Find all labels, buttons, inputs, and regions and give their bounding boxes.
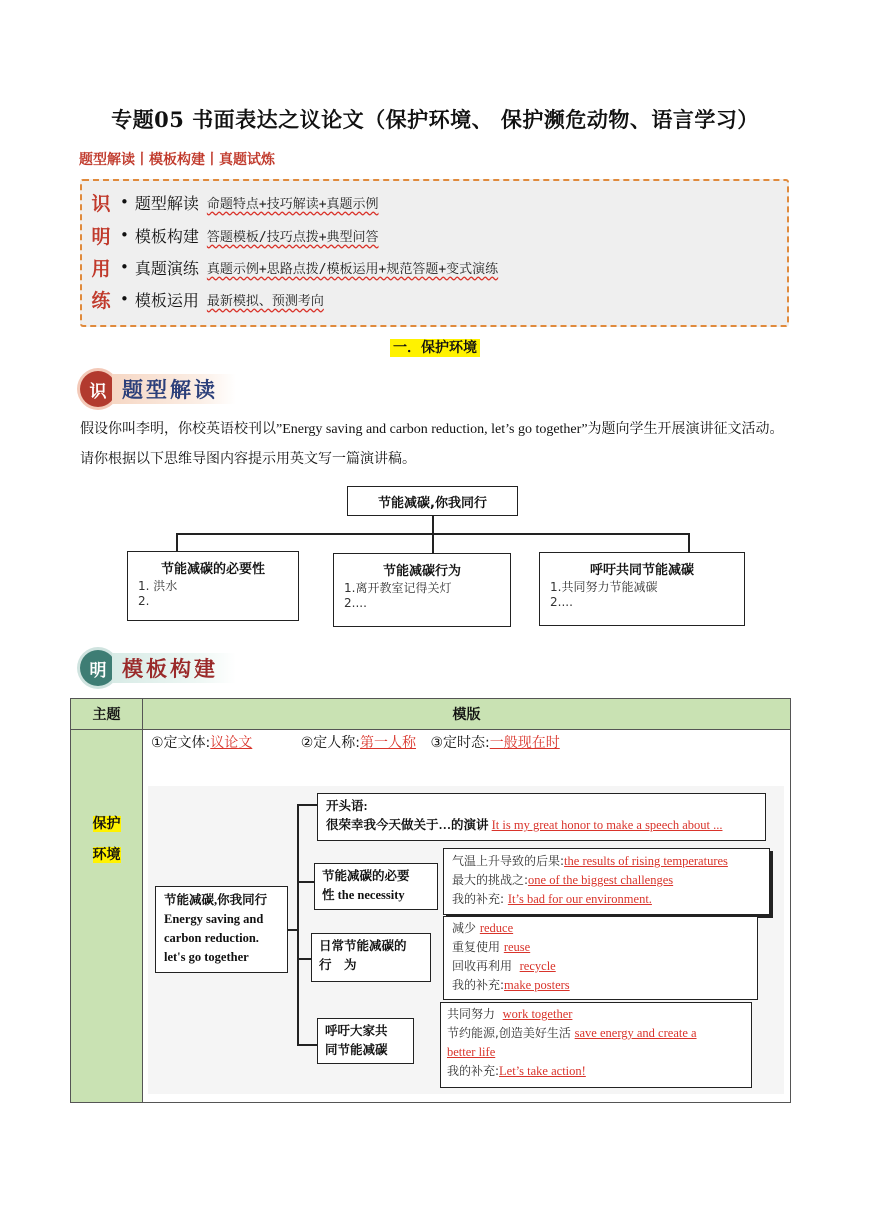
detail-en: better life <box>447 1045 496 1059</box>
mindmap-node-line: 1.离开教室记得关灯 <box>344 581 452 595</box>
writing-settings <box>151 732 560 752</box>
opening-cn: 很荣幸我今天做关于…的演讲 <box>326 818 489 832</box>
page-title: 专题05 书面表达之议论文（保护环境、 保护濒危动物、语言学习） <box>111 107 759 132</box>
detail-en: reuse <box>503 940 531 954</box>
badge-label: 模板构建 <box>112 653 236 683</box>
opening-head: 开头语: <box>326 799 368 813</box>
writing-prompt: 假设你叫李明，你校英语校刊以”Energy saving and carbon reduction, let’s go together”为题向学生开展演讲征文活动。请你根据以下思维导图内容提示用英文写一篇演讲稿。 <box>80 422 784 467</box>
detail-en: make posters <box>504 978 570 992</box>
mindmap-node-line: 2.... <box>344 596 367 610</box>
guide-desc: 命题特点+技巧解读+真题示例 <box>206 196 379 212</box>
mindmap-node-line: 1.共同努力节能减碳 <box>550 580 658 594</box>
detail-cn: 我的补充: <box>452 892 508 906</box>
diagram-node-actions <box>311 933 431 982</box>
detail-cn: 节约能源,创造美好生活 <box>447 1026 575 1040</box>
node-line: 呼吁大家共 <box>325 1024 388 1038</box>
connector <box>297 881 314 883</box>
setting-label: ③定时态: <box>430 735 490 751</box>
diagram-root-line: carbon reduction. <box>164 931 259 945</box>
bullet-icon: • <box>120 290 129 308</box>
mindmap-node-line: 2.... <box>550 595 573 609</box>
node-line: 性 the necessity <box>322 888 405 902</box>
detail-en: reduce <box>479 921 514 935</box>
mindmap-node-line: 2. <box>138 594 150 608</box>
template-diagram <box>148 786 784 1094</box>
mindmap-root <box>347 486 518 516</box>
section-nav: 题型解读丨模板构建丨真题试炼 <box>79 152 275 168</box>
guide-side-char: 识 <box>91 192 111 215</box>
diagram-root-line: let's go together <box>164 950 249 964</box>
diagram-detail-necessity <box>443 848 770 915</box>
guide-box <box>80 179 789 327</box>
bullet-icon: • <box>120 193 129 211</box>
guide-label: 模板运用 <box>134 290 199 310</box>
table-header-topic: 主题 <box>71 699 143 730</box>
detail-cn: 回收再利用 <box>452 959 520 973</box>
guide-row-1 <box>82 186 379 218</box>
guide-side-char: 明 <box>91 225 111 248</box>
badge-circle-icon: 明 <box>80 650 116 686</box>
node-line: 日常节能减碳的 <box>319 939 407 953</box>
guide-desc: 答题模板/技巧点拨+典型问答 <box>206 229 379 245</box>
mindmap-node-necessity <box>127 551 299 621</box>
table-header-template: 模版 <box>143 699 791 730</box>
detail-en: save energy and create a <box>574 1026 697 1040</box>
connector <box>432 533 434 553</box>
guide-row-4 <box>82 283 324 315</box>
mindmap-node-head: 节能减碳行为 <box>382 564 461 579</box>
connector <box>176 533 178 551</box>
diagram-root-line: 节能减碳,你我同行 <box>164 893 268 907</box>
guide-side-char: 练 <box>91 289 111 312</box>
detail-cn: 最大的挑战之: <box>452 873 529 887</box>
diagram-node-necessity <box>314 863 438 910</box>
node-line: 行 为 <box>319 958 357 972</box>
mindmap-node-line: 1. 洪水 <box>138 579 178 593</box>
topic-cell <box>71 730 143 1103</box>
detail-en: Let’s take action! <box>499 1064 586 1078</box>
mindmap-node-head: 节能减碳的必要性 <box>160 562 265 577</box>
badge-question-analysis <box>80 371 236 407</box>
detail-en: one of the biggest challenges <box>528 873 674 887</box>
guide-side-char: 用 <box>91 257 111 280</box>
setting-label: ②定人称: <box>300 735 361 751</box>
guide-label: 模板构建 <box>134 226 199 246</box>
detail-cn: 气温上升导致的后果: <box>452 854 565 868</box>
guide-label: 真题演练 <box>134 258 199 278</box>
mindmap-root-text: 节能减碳,你我同行 <box>378 495 487 511</box>
mindmap-node-actions <box>333 553 511 627</box>
mindmap-node-appeal <box>539 552 745 626</box>
badge-label: 题型解读 <box>112 374 236 404</box>
detail-cn: 我的补充: <box>452 978 505 992</box>
setting-value: 一般现在时 <box>489 735 560 751</box>
diagram-root <box>155 886 288 973</box>
diagram-node-appeal <box>317 1018 414 1064</box>
opening-en: It is my great honor to make a speech about ... <box>491 818 723 832</box>
detail-cn: 我的补充: <box>447 1064 500 1078</box>
node-line: 节能减碳的必要 <box>322 869 410 883</box>
section-heading <box>0 337 870 357</box>
topic-line: 保护 <box>92 816 121 832</box>
detail-en: the results of rising temperatures <box>564 854 728 868</box>
connector <box>297 1044 317 1046</box>
diagram-detail-actions <box>443 916 758 1000</box>
connector <box>297 958 311 960</box>
setting-label: ①定文体: <box>151 735 211 751</box>
setting-value: 议论文 <box>210 735 253 751</box>
guide-label: 题型解读 <box>134 193 199 213</box>
setting-value: 第一人称 <box>360 735 417 751</box>
detail-en: work together <box>502 1007 573 1021</box>
bullet-icon: • <box>120 258 129 276</box>
detail-en: recycle <box>519 959 556 973</box>
detail-cn: 重复使用 <box>452 940 504 954</box>
connector <box>297 804 299 1045</box>
badge-template-building <box>80 650 236 686</box>
mindmap-node-head: 呼吁共同节能减碳 <box>589 563 694 578</box>
diagram-detail-appeal <box>440 1002 752 1088</box>
diagram-root-line: Energy saving and <box>164 912 264 926</box>
connector <box>297 804 317 806</box>
section-heading-text: 一．保护环境 <box>390 339 480 357</box>
node-line: 同节能减碳 <box>325 1043 388 1057</box>
guide-row-3 <box>82 251 498 283</box>
guide-desc: 真题示例+思路点拨/模板运用+规范答题+变式演练 <box>206 261 499 277</box>
topic-line: 环境 <box>92 847 121 863</box>
detail-cn: 减少 <box>452 921 480 935</box>
connector <box>432 516 434 534</box>
detail-en: It’s bad for our environment. <box>507 892 652 906</box>
connector <box>688 533 690 552</box>
guide-desc: 最新模拟、预测考向 <box>206 293 324 309</box>
bullet-icon: • <box>120 226 129 244</box>
diagram-opening <box>317 793 766 841</box>
guide-row-2 <box>82 219 379 251</box>
badge-circle-icon: 识 <box>80 371 116 407</box>
detail-cn: 共同努力 <box>447 1007 503 1021</box>
